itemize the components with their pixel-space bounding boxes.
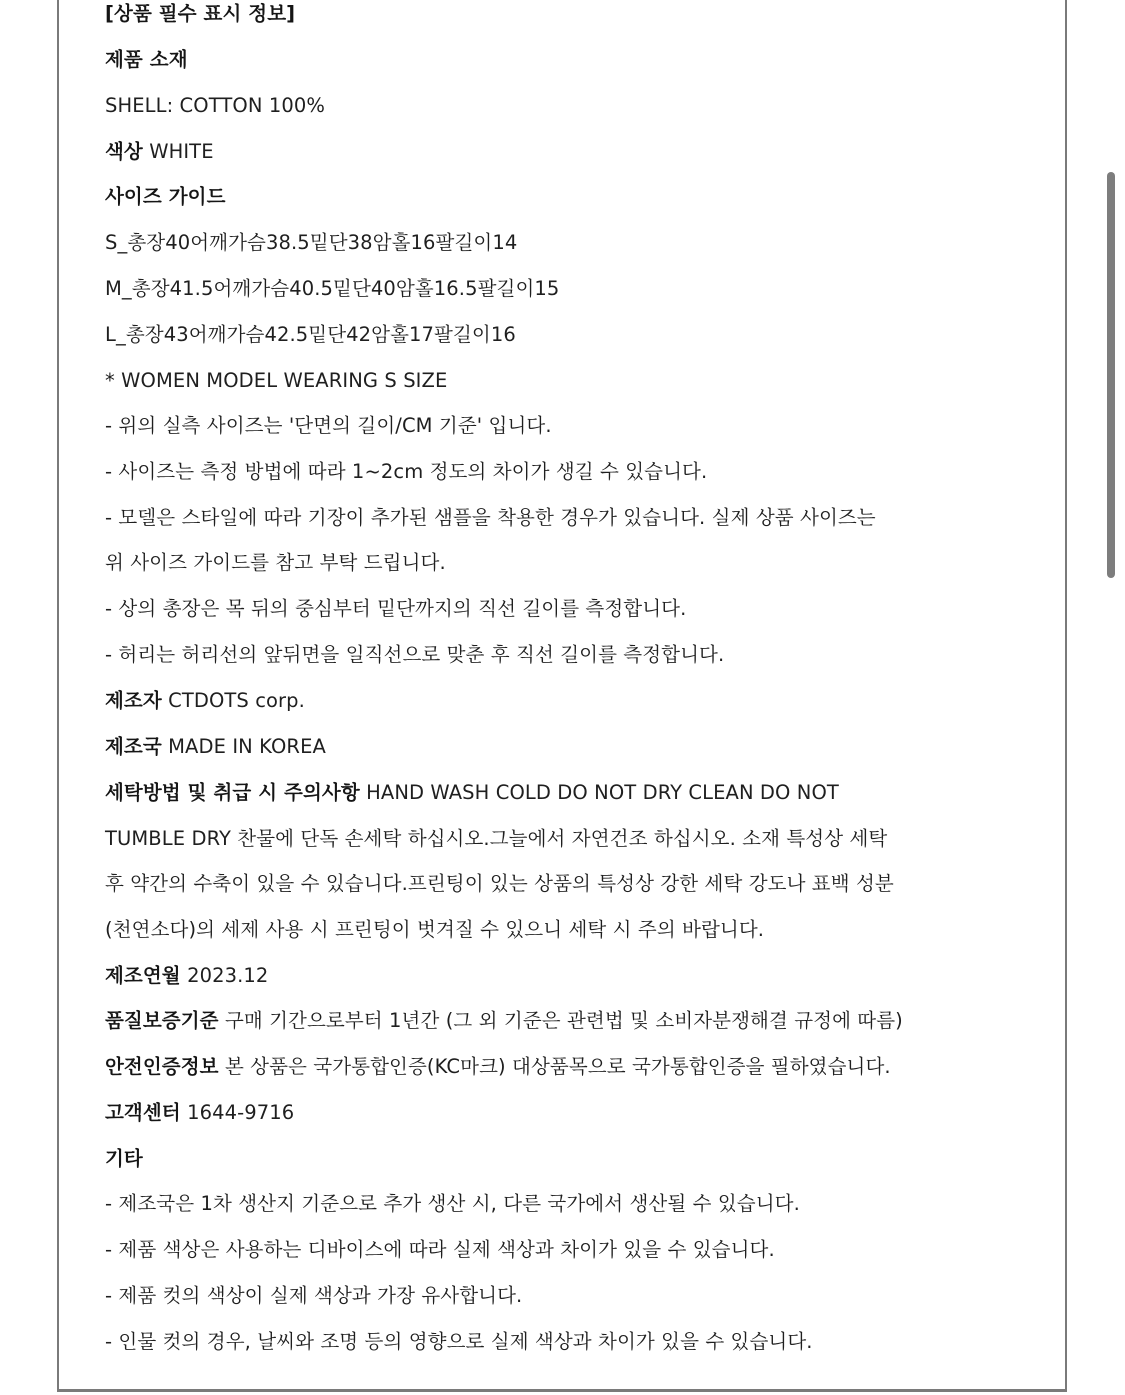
manufacturer-row — [105, 687, 305, 715]
care-line: 후 약간의 수축이 있을 수 있습니다.프린팅이 있는 상품의 특성상 강한 세탁 강도나 표백 성분 — [105, 872, 894, 895]
size-note: - 사이즈는 측정 방법에 따라 1~2cm 정도의 차이가 생길 수 있습니다. — [105, 460, 708, 483]
size-guide-label: 사이즈 가이드 — [105, 185, 226, 208]
color-value: WHITE — [149, 140, 214, 163]
etc-note: - 인물 컷의 경우, 날씨와 조명 등의 영향으로 실제 색상과 차이가 있을 수 있습니다. — [105, 1330, 813, 1353]
care-value: HAND WASH COLD DO NOT DRY CLEAN DO NOT — [366, 781, 839, 804]
customer-center-label: 고객센터 — [105, 1101, 181, 1124]
size-note: - 위의 실측 사이즈는 '단면의 길이/CM 기준' 입니다. — [105, 414, 552, 437]
customer-center-row — [105, 1099, 294, 1127]
safety-label: 안전인증정보 — [105, 1055, 219, 1078]
manufacture-date-value: 2023.12 — [187, 964, 269, 987]
etc-label: 기타 — [105, 1147, 143, 1170]
color-label: 색상 — [105, 140, 143, 163]
manufacturer-label: 제조자 — [105, 689, 162, 712]
size-note: - 허리는 허리선의 앞뒤면을 일직선으로 맞춘 후 직선 길이를 측정합니다. — [105, 643, 725, 666]
model-note: * WOMEN MODEL WEARING S SIZE — [105, 369, 448, 392]
size-row-m: M_총장41.5어깨가슴40.5밑단40암홀16.5팔길이15 — [105, 277, 560, 300]
care-label: 세탁방법 및 취급 시 주의사항 — [105, 781, 360, 804]
manufacturer-value: CTDOTS corp. — [168, 689, 305, 712]
size-note: 위 사이즈 가이드를 참고 부탁 드립니다. — [105, 551, 446, 574]
material-value: SHELL: COTTON 100% — [105, 94, 325, 117]
care-line: TUMBLE DRY 찬물에 단독 손세탁 하십시오.그늘에서 자연건조 하십시오. 소재 특성상 세탁 — [105, 827, 888, 850]
country-value: MADE IN KOREA — [168, 735, 326, 758]
etc-note: - 제품 색상은 사용하는 디바이스에 따라 실제 색상과 차이가 있을 수 있습니다. — [105, 1238, 775, 1261]
size-note: - 모델은 스타일에 따라 기장이 추가된 샘플을 착용한 경우가 있습니다. 실제 상품 사이즈는 — [105, 506, 876, 529]
color-row — [105, 138, 214, 166]
manufacture-date-label: 제조연월 — [105, 964, 181, 987]
warranty-value: 구매 기간으로부터 1년간 (그 외 기준은 관련법 및 소비자분쟁해결 규정에 따름) — [224, 1009, 903, 1032]
customer-center-value: 1644-9716 — [187, 1101, 295, 1124]
product-info-panel — [57, 0, 1067, 1392]
material-label: 제품 소재 — [105, 48, 188, 71]
warranty-label: 품질보증기준 — [105, 1009, 219, 1032]
safety-row — [105, 1053, 891, 1081]
care-row — [105, 779, 839, 807]
warranty-row — [105, 1007, 903, 1035]
size-row-l: L_총장43어깨가슴42.5밑단42암홀17팔길이16 — [105, 323, 516, 346]
safety-value: 본 상품은 국가통합인증(KC마크) 대상품목으로 국가통합인증을 필하였습니다. — [224, 1055, 891, 1078]
etc-note: - 제조국은 1차 생산지 기준으로 추가 생산 시, 다른 국가에서 생산될 수 있습니다. — [105, 1192, 800, 1215]
size-row-s: S_총장40어깨가슴38.5밑단38암홀16팔길이14 — [105, 231, 518, 254]
country-label: 제조국 — [105, 735, 162, 758]
scrollbar-thumb[interactable] — [1107, 172, 1115, 578]
etc-note: - 제품 컷의 색상이 실제 색상과 가장 유사합니다. — [105, 1284, 523, 1307]
size-note: - 상의 총장은 목 뒤의 중심부터 밑단까지의 직선 길이를 측정합니다. — [105, 597, 687, 620]
care-line: (천연소다)의 세제 사용 시 프린팅이 벗겨질 수 있으니 세탁 시 주의 바랍니다. — [105, 918, 765, 941]
country-row — [105, 733, 326, 761]
manufacture-date-row — [105, 962, 268, 990]
section-title: [상품 필수 표시 정보] — [105, 2, 296, 25]
